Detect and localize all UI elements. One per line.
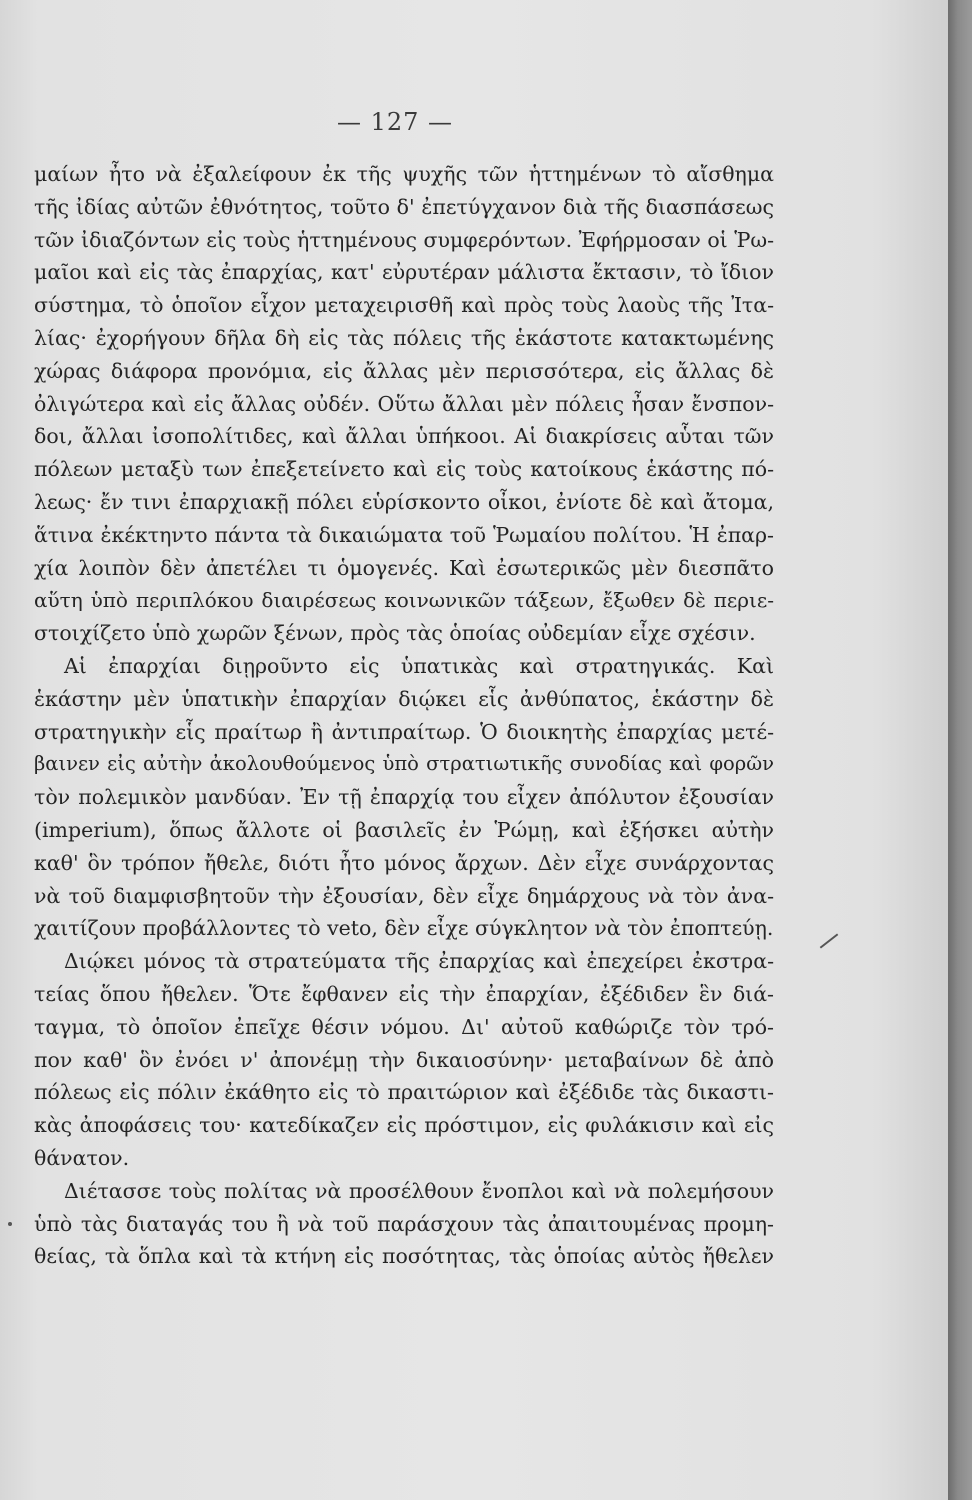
text-line: (imperium), ὅπως ἄλλοτε οἱ βασιλεῖς ἐν Ῥώμῃ, καὶ ἐξήσκει αὐτὴν [34,817,774,842]
body-text [34,158,774,1273]
text-line: στρατηγικὴν εἷς πραίτωρ ἢ ἀντιπραίτωρ. Ὁ διοικητὴς ἐπαρχίας μετέ- [34,719,774,744]
text-line: χαιτίζουν προβάλλοντες τὸ veto, δὲν εἶχε σύγκλητον νὰ τὸν ἐποπτεύῃ. [34,916,774,941]
text-line: πόλεως εἰς πόλιν ἐκάθητο εἰς τὸ πραιτώριον καὶ ἐξέδιδε τὰς δικαστι- [34,1080,774,1105]
text-line: βαινεν εἰς αὐτὴν ἀκολουθούμενος ὑπὸ στρατιωτικῆς συνοδίας καὶ φορῶν [34,752,774,776]
text-line: τῶν ἰδιαζόντων εἰς τοὺς ἡττημένους συμφερόντων. Ἐφήρμοσαν οἱ Ῥω- [34,227,775,252]
text-line: λεως· ἔν τινι ἐπαρχιακῇ πόλει εὑρίσκοντο οἶκοι, ἐνίοτε δὲ καὶ ἄτομα, [34,489,774,514]
text-line: δοι, ἄλλαι ἰσοπολίτιδες, καὶ ἄλλαι ὑπήκοοι. Αἱ διακρίσεις αὗται τῶν [34,424,774,449]
text-line: πόλεων μεταξὺ των ἐπεξετείνετο καὶ εἰς τοὺς κατοίκους ἑκάστης πό- [34,457,774,482]
ink-dot [8,1222,12,1226]
text-line: τὸν πολεμικὸν μανδύαν. Ἐν τῇ ἐπαρχίᾳ του εἶχεν ἀπόλυτον ἐξουσίαν [34,785,774,810]
text-line: σύστημα, τὸ ὁποῖον εἶχον μεταχειρισθῆ καὶ πρὸς τοὺς λαοὺς τῆς Ἰτα- [34,293,774,318]
text-line: μαίων ἦτο νὰ ἐξαλείφουν ἐκ τῆς ψυχῆς τῶν ἡττημένων τὸ αἴσθημα [34,162,774,186]
text-line: ἅτινα ἐκέκτηντο πάντα τὰ δικαιώματα τοῦ Ῥωμαίου πολίτου. Ἡ ἐπαρ- [34,522,774,547]
text-line: χία λοιπὸν δὲν ἀπετέλει τι ὁμογενές. Καὶ ἐσωτερικῶς μὲν διεσπᾶτο [34,555,774,580]
page-number: — 127 — [336,108,454,136]
text-line: κὰς ἀποφάσεις του· κατεδίκαζεν εἰς πρόστιμον, εἰς φυλάκισιν καὶ εἰς [34,1113,774,1138]
text-line: στοιχίζετο ὑπὸ χωρῶν ξένων, πρὸς τὰς ὁποίας οὐδεμίαν εἶχε σχέσιν. [34,621,756,646]
text-line: ὀλιγώτερα καὶ εἰς ἄλλας οὐδέν. Οὕτω ἄλλαι μὲν πόλεις ἦσαν ἔνσπον- [34,391,774,416]
text-line: λίας· ἐχορήγουν δῆλα δὴ εἰς τὰς πόλεις τῆς ἑκάστοτε κατακτωμένης [34,325,774,350]
text-line: ὑπὸ τὰς διαταγάς του ἢ νὰ τοῦ παράσχουν τὰς ἀπαιτουμένας προμη- [34,1211,774,1236]
text-line: ταγμα, τὸ ὁποῖον ἐπεῖχε θέσιν νόμου. Δι' αὐτοῦ καθώριζε τὸν τρό- [34,1014,774,1039]
text-line: πον καθ' ὃν ἐνόει ν' ἀπονέμῃ τὴν δικαιοσύνην· μεταβαίνων δὲ ἀπὸ [34,1047,774,1072]
text-line: Διέτασσε τοὺς πολίτας νὰ προσέλθουν ἔνοπλοι καὶ νὰ πολεμήσουν [64,1178,774,1203]
text-line: τείας ὅπου ἤθελεν. Ὅτε ἔφθανεν εἰς τὴν ἐπαρχίαν, ἐξέδιδεν ἓν διά- [34,981,774,1006]
text-line: τῆς ἰδίας αὐτῶν ἐθνότητος, τοῦτο δ' ἐπετύγχανον διὰ τῆς διασπάσεως [34,194,774,219]
text-line: Αἱ ἐπαρχίαι διῃροῦντο εἰς ὑπατικὰς καὶ στρατηγικάς. Καὶ [64,653,774,678]
text-line: θάνατον. [34,1145,130,1170]
text-line: νὰ τοῦ διαμφισβητοῦν τὴν ἐξουσίαν, δὲν εἶχε δημάρχους νὰ τὸν ἀνα- [34,883,774,908]
text-line: χώρας διάφορα προνόμια, εἰς ἄλλας μὲν περισσότερα, εἰς ἄλλας δὲ [34,358,774,383]
text-line: καθ' ὃν τρόπον ἤθελε, διότι ἦτο μόνος ἄρχων. Δὲν εἶχε συνάρχοντας [34,850,774,875]
text-line: μαῖοι καὶ εἰς τὰς ἐπαρχίας, κατ' εὐρυτέραν μάλιστα ἔκτασιν, τὸ ἴδιον [34,260,774,285]
text-line: αὕτη ὑπὸ περιπλόκου διαιρέσεως κοινωνικῶν τάξεων, ἔξωθεν δὲ περιε- [34,588,774,613]
pencil-mark [820,933,839,948]
page-edge-shadow [948,0,972,1500]
text-line: θείας, τὰ ὅπλα καὶ τὰ κτήνη εἰς ποσότητας, τὰς ὁποίας αὐτὸς ἤθελεν [34,1244,774,1269]
text-line: Διῴκει μόνος τὰ στρατεύματα τῆς ἐπαρχίας καὶ ἐπεχείρει ἐκστρα- [64,949,774,974]
text-line: ἑκάστην μὲν ὑπατικὴν ἐπαρχίαν διῴκει εἷς ἀνθύπατος, ἑκάστην δὲ [34,686,774,711]
